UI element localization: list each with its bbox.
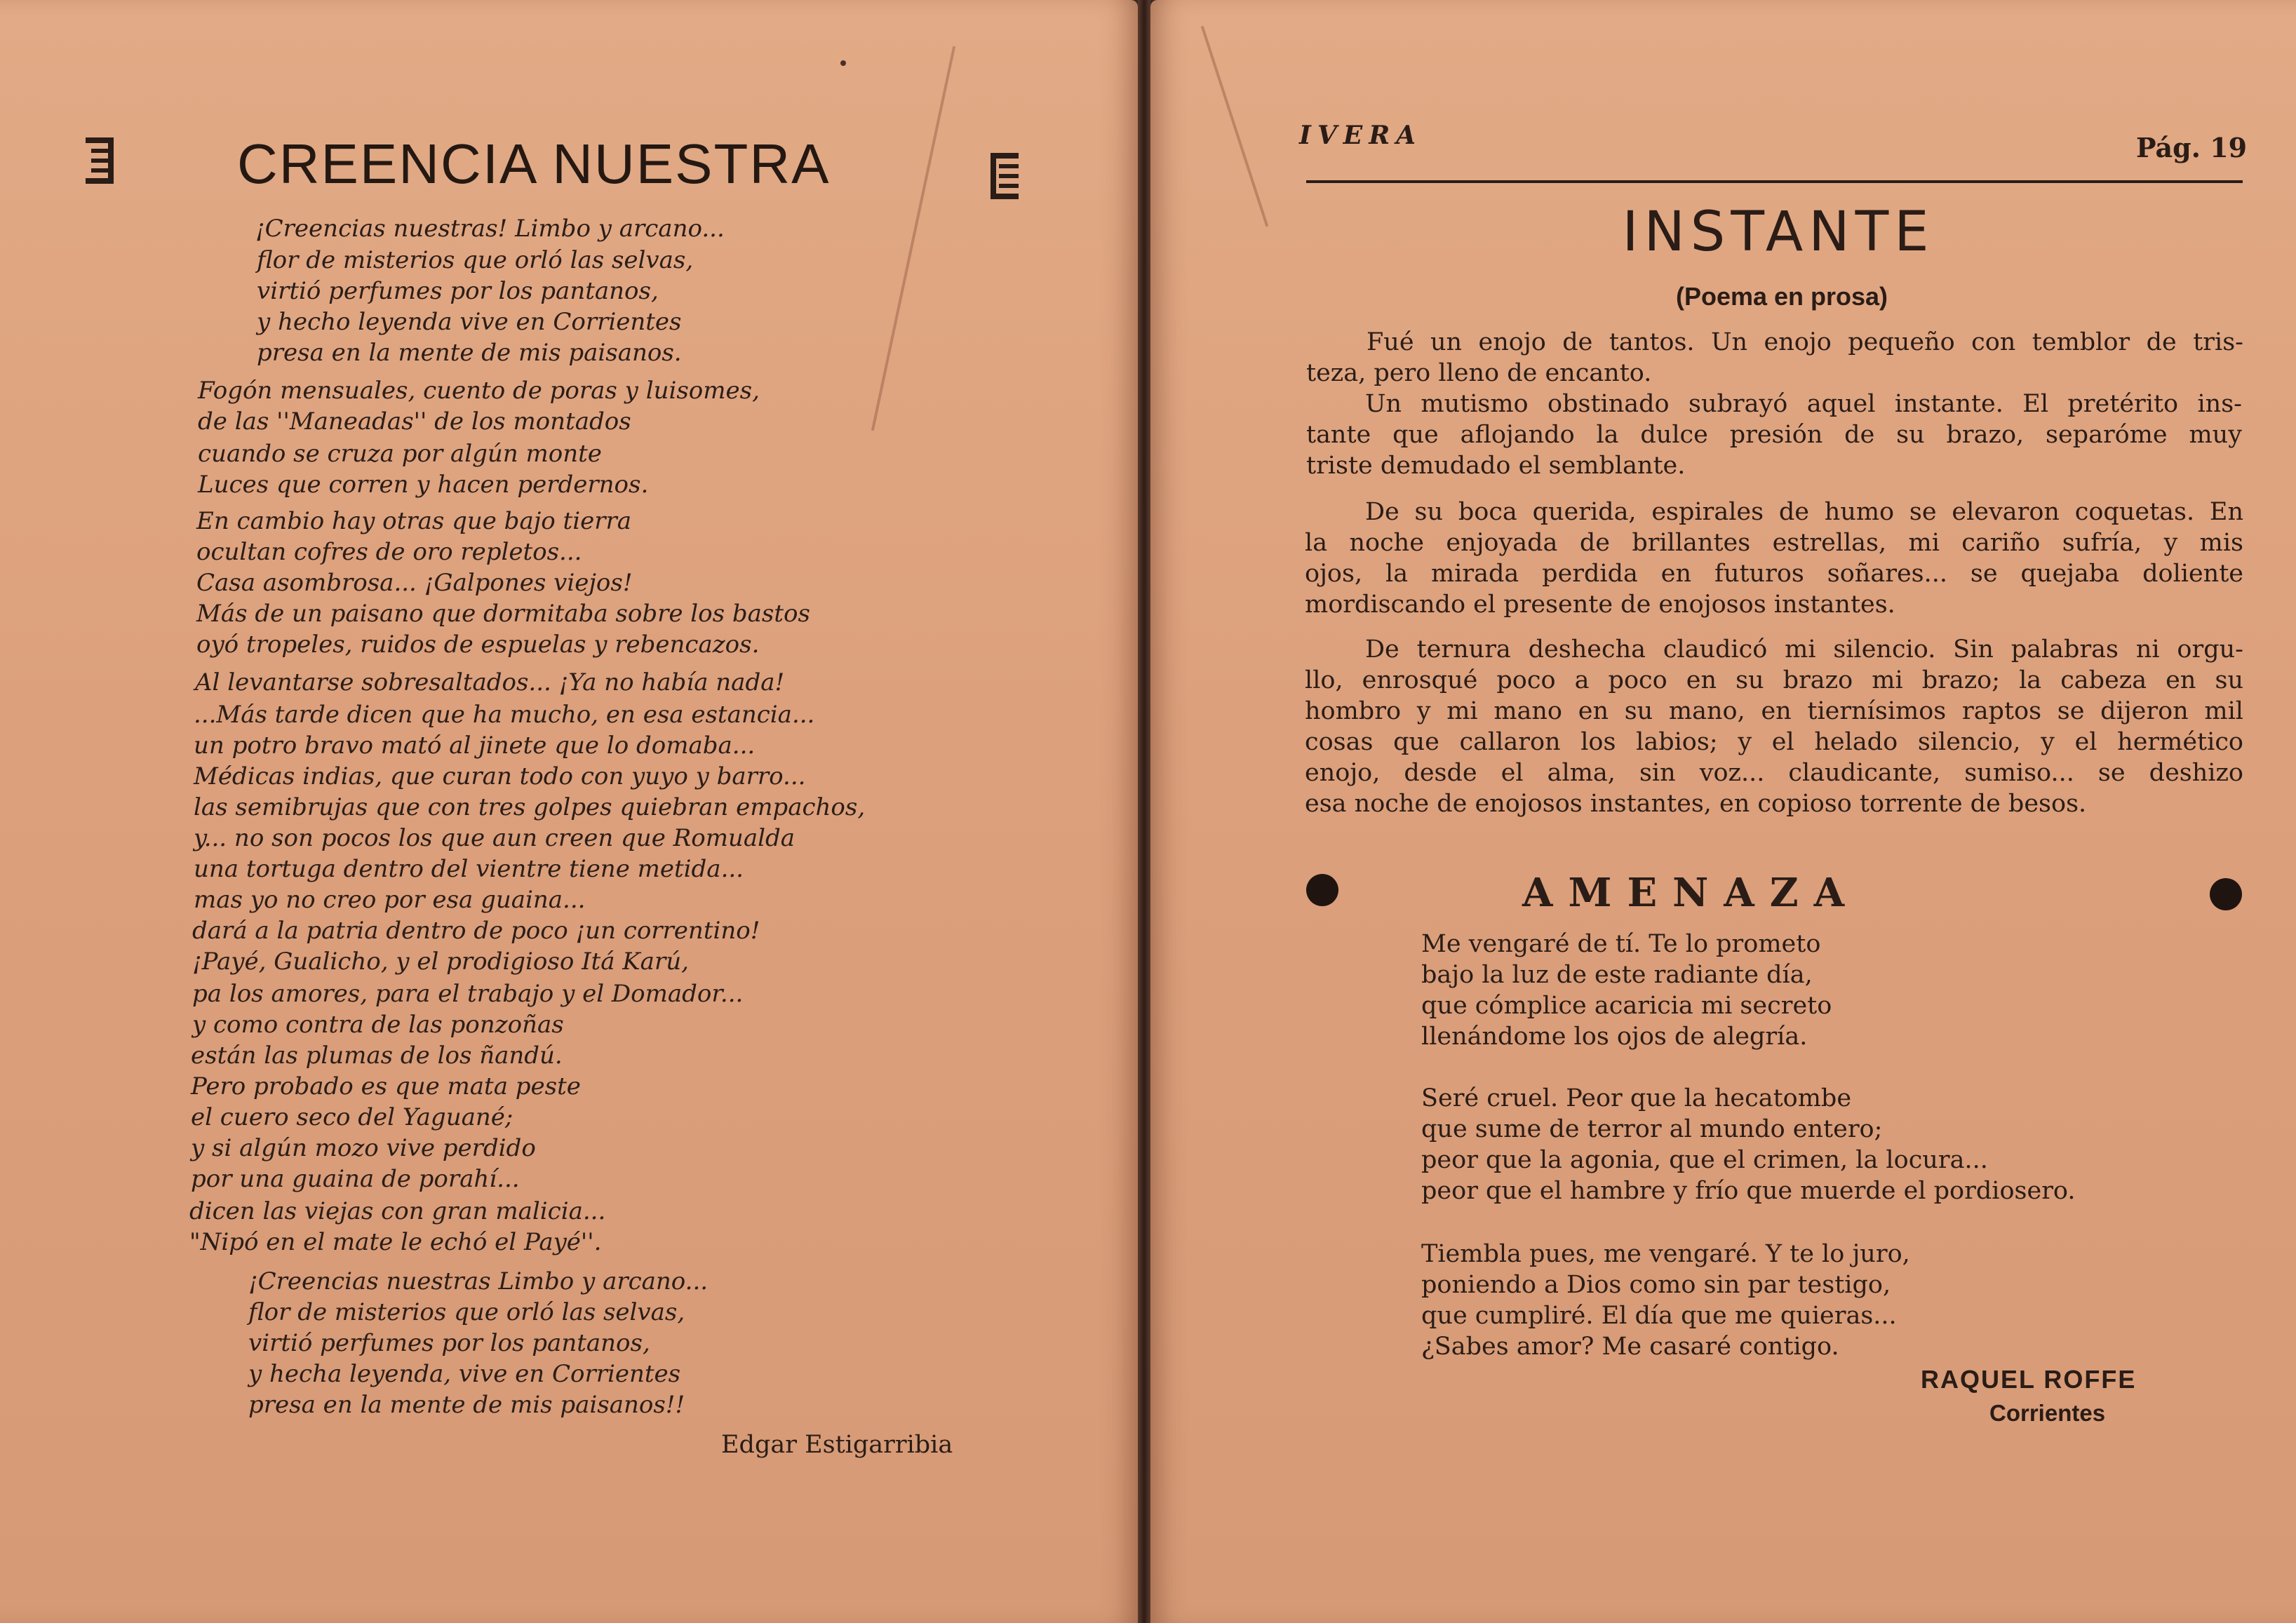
verse-title: AMENAZA [1522,870,1860,916]
poem-line: y hecha leyenda, vive en Corrientes [248,1360,681,1388]
prose-line: la noche enjoyada de brillantes estrellas, mi cariño sufría, y mis [1305,529,2243,557]
poem-line: Fogón mensuales, cuento de poras y luisomes, [198,377,760,405]
verse-line: peor que el hambre y frío que muerde el pordiosero. [1421,1177,2076,1205]
poem-line: las semibrujas que con tres golpes quiebran empachos, [194,793,866,821]
poem-line: y hecho leyenda vive en Corrientes [257,308,682,336]
poem-line: por una guaina de porahí... [191,1165,520,1193]
verse-line: poniendo a Dios como sin par testigo, [1421,1271,1891,1299]
poem-line: flor de misterios que orló las selvas, [248,1298,685,1326]
poem-author: Edgar Estigarribia [721,1431,953,1459]
prose-line: llo, enrosqué poco a poco en su brazo mi brazo; la cabeza en su [1305,666,2243,694]
poem-title: CREENCIA NUESTRA [237,133,831,195]
prose-line: De ternura deshecha claudicó mi silencio. Sin palabras ni orgu- [1365,635,2243,664]
verse-line: bajo la luz de este radiante día, [1421,961,1813,989]
poem-line: mas yo no creo por esa guaina... [194,886,586,914]
verse-line: que cómplice acaricia mi secreto [1421,992,1832,1020]
verse-author: RAQUEL ROFFE [1921,1365,2137,1394]
poem-line: Luces que corren y hacen perdernos. [198,471,649,499]
poem-line: pa los amores, para el trabajo y el Domador... [192,980,744,1008]
bullet-ornament-right [2210,878,2242,910]
prose-line: teza, pero lleno de encanto. [1306,359,1652,387]
poem-line: Casa asombrosa... ¡Galpones viejos! [196,569,633,597]
poem-line: oyó tropeles, ruidos de espuelas y rebencazos. [196,631,760,659]
poem-line: el cuero seco del Yaguané; [191,1103,513,1131]
title-ornament-right [991,153,1019,199]
poem-line: Al levantarse sobresaltados... ¡Ya no había nada! [195,668,785,696]
prose-line: esa noche de enojosos instantes, en copioso torrente de besos. [1305,790,2087,818]
verse-line: que cumpliré. El día que me quieras... [1421,1302,1897,1330]
header-rule [1306,180,2243,183]
poem-line: dicen las viejas con gran malicia... [189,1197,606,1225]
poem-line: y si algún mozo vive perdido [191,1134,536,1162]
verse-author-place: Corrientes [1989,1400,2106,1426]
verse-line: Me vengaré de tí. Te lo prometo [1421,930,1821,958]
verse-line: ¿Sabes amor? Me casaré contigo. [1421,1333,1839,1361]
verse-line: que sume de terror al mundo entero; [1421,1115,1883,1143]
paper-speck [840,60,846,66]
prose-line: hombro y mi mano en su mano, en tiernísimos raptos se dijeron mil [1305,697,2243,725]
poem-line: están las plumas de los ñandú. [191,1042,563,1070]
poem-line: cuando se cruza por algún monte [198,440,602,468]
prose-line: Un mutismo obstinado subrayó aquel instante. El pretérito ins- [1365,390,2242,418]
poem-line: presa en la mente de mis paisanos!! [248,1391,685,1419]
poem-line: una tortuga dentro del vientre tiene metida... [194,855,744,883]
prose-line: tante que aflojando la dulce presión de su brazo, separóme muy [1306,421,2242,449]
poem-line: y... no son pocos los que aun creen que Romualda [194,824,795,852]
poem-line: de las ''Maneadas'' de los montados [198,408,631,436]
poem-line: Más de un paisano que dormitaba sobre los bastos [196,600,810,628]
prose-line: mordiscando el presente de enojosos instantes. [1305,591,1895,619]
prose-line: enojo, desde el alma, sin voz... claudicante, sumiso... se deshizo [1305,759,2243,787]
prose-line: De su boca querida, espirales de humo se elevaron coquetas. En [1365,498,2243,526]
poem-line: dará a la patria dentro de poco ¡un correntino! [192,917,760,945]
bullet-ornament-left [1306,874,1338,906]
poem-line: un potro bravo mató al jinete que lo domaba... [194,732,756,760]
prose-line: ojos, la mirada perdida en futuros soñares... se quejaba doliente [1305,560,2243,588]
poem-line: presa en la mente de mis paisanos. [257,339,682,367]
poem-line: Médicas indias, que curan todo con yuyo y barro... [194,762,806,790]
poem-line: virtió perfumes por los pantanos, [257,277,659,305]
verse-line: peor que la agonia, que el crimen, la locura... [1421,1146,1988,1174]
paper-crease [871,46,955,431]
poem-line: flor de misterios que orló las selvas, [257,246,694,274]
verse-line: Seré cruel. Peor que la hecatombe [1421,1084,1852,1112]
left-page [0,0,1138,1623]
poem-line: En cambio hay otras que bajo tierra [196,507,631,535]
title-ornament-left [86,137,114,184]
book-gutter [1138,0,1150,1623]
poem-line: "Nipó en el mate le echó el Payé''. [189,1228,602,1256]
poem-line: y como contra de las ponzoñas [192,1011,564,1039]
prose-line: cosas que callaron los labios; y el helado silencio, y el hermético [1305,728,2243,756]
prose-subtitle: (Poema en prosa) [1675,282,1888,311]
poem-line: ocultan cofres de oro repletos... [196,538,582,566]
prose-line: triste demudado el semblante. [1306,452,1686,480]
poem-line: virtió perfumes por los pantanos, [248,1329,650,1357]
prose-line: Fué un enojo de tantos. Un enojo pequeño con temblor de tris- [1367,328,2243,356]
page-number: Pág. 19 [2136,132,2248,163]
poem-line: ...Más tarde dicen que ha mucho, en esa estancia... [194,701,815,729]
paper-crease [1201,26,1269,227]
poem-line: ¡Payé, Gualicho, y el prodigioso Itá Karú, [192,948,689,976]
poem-line: ¡Creencias nuestras! Limbo y arcano... [255,215,725,243]
running-head: IVERA [1299,121,1423,150]
verse-line: llenándome los ojos de alegría. [1421,1023,1808,1051]
prose-title: INSTANTE [1622,201,1935,264]
poem-line: ¡Creencias nuestras Limbo y arcano... [248,1267,709,1295]
verse-line: Tiembla pues, me vengaré. Y te lo juro, [1421,1240,1910,1268]
poem-line: Pero probado es que mata peste [191,1072,581,1100]
